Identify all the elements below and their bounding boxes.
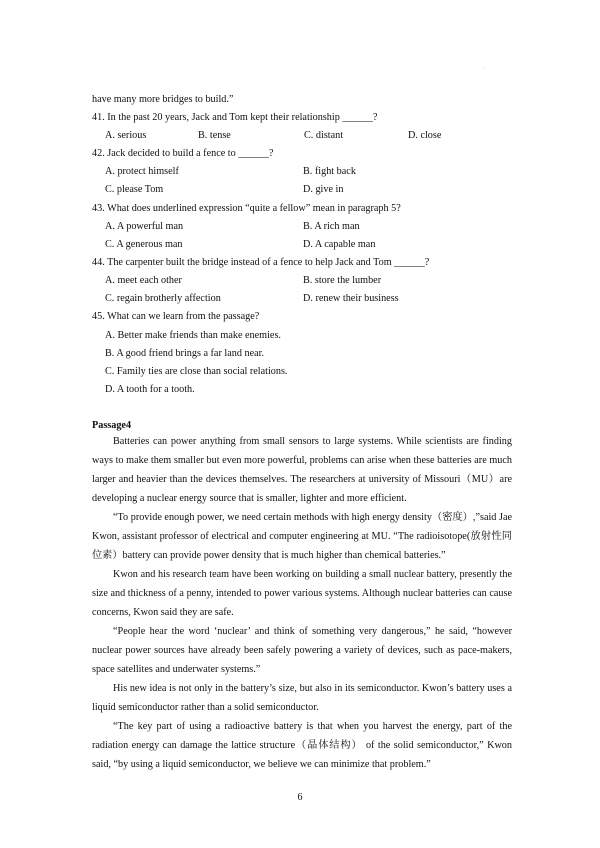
- corner-mark: .: [484, 64, 486, 70]
- question-44-option-d: D. renew their business: [303, 293, 399, 304]
- question-44-option-c: C. regain brotherly affection: [105, 293, 221, 304]
- question-45-option-c: C. Family ties are close than social relations.: [105, 366, 288, 377]
- paragraph-4: [92, 622, 512, 679]
- question-43-stem: 43. What does underlined expression “quite a fellow” mean in paragraph 5?: [92, 203, 401, 214]
- question-43-option-d: D. A capable man: [303, 239, 376, 250]
- question-41-option-d: D. close: [408, 130, 442, 141]
- question-42-stem: 42. Jack decided to build a fence to ______?: [92, 148, 274, 159]
- paragraph-3: [92, 565, 512, 622]
- question-44-option-b: B. store the lumber: [303, 275, 382, 286]
- question-42-option-a: A. protect himself: [105, 166, 179, 177]
- paragraph-5: [92, 679, 512, 717]
- paragraph-2-text: “To provide enough power, we need certain methods with high energy density（密度）,”said Jae Kwon, assistant professor of electrical and computer engineering at MU. “The radioisotope(放射性同位素）battery can provide power density that is much higher than chemical batteries.”: [92, 512, 512, 561]
- question-44-option-a: A. meet each other: [105, 275, 182, 286]
- question-43-option-c: C. A generous man: [105, 239, 183, 250]
- question-42-option-c: C. please Tom: [105, 184, 164, 195]
- question-45-option-a: A. Better make friends than make enemies.: [105, 330, 281, 341]
- question-42-option-b: B. fight back: [303, 166, 356, 177]
- continuation-line: have many more bridges to build.”: [92, 94, 234, 105]
- question-45-stem: 45. What can we learn from the passage?: [92, 311, 260, 322]
- paragraph-6-text: “The key part of using a radioactive battery is that when you harvest the energy, part of the radiation energy can damage the lattice structure（晶体结构） of the solid semiconductor,” Kwon said, “by using a liquid semiconductor, we believe we can minimize that problem.”: [92, 721, 512, 770]
- question-42-option-d: D. give in: [303, 184, 344, 195]
- question-43-option-a: A. A powerful man: [105, 221, 184, 232]
- question-45-option-b: B. A good friend brings a far land near.: [105, 348, 264, 359]
- passage-title: Passage4: [92, 420, 132, 431]
- paragraph-1: [92, 432, 512, 508]
- question-41-option-a: A. serious: [105, 130, 147, 141]
- question-43-option-b: B. A rich man: [303, 221, 360, 232]
- paragraph-1-text: Batteries can power anything from small sensors to large systems. While scientists are finding ways to make them smaller but even more powerful, problems can arise when these batteries are much larger and heavier than the devices themselves. The researchers at university of Missouri（MU）are developing a nuclear energy source that is smaller, lighter and more efficient.: [92, 436, 512, 504]
- question-44-stem: 44. The carpenter built the bridge instead of a fence to help Jack and Tom ______?: [92, 257, 430, 268]
- question-41-stem: 41. In the past 20 years, Jack and Tom kept their relationship ______?: [92, 112, 378, 123]
- paragraph-6: [92, 717, 512, 774]
- question-41-option-c: C. distant: [304, 130, 344, 141]
- question-41-option-b: B. tense: [198, 130, 231, 141]
- paragraph-2: [92, 508, 512, 565]
- paragraph-3-text: Kwon and his research team have been working on building a small nuclear battery, presently the size and thickness of a penny, intended to power various systems. Although nuclear batteries can cause concerns, Kwon said they are safe.: [92, 569, 512, 618]
- page-number: 6: [297, 792, 303, 803]
- paragraph-5-text: His new idea is not only in the battery’s size, but also in its semiconductor. Kwon’s battery uses a liquid semiconductor rather than a solid semiconductor.: [92, 683, 512, 713]
- paragraph-4-text: “People hear the word ‘nuclear’ and think of something very dangerous,” he said, “however nuclear power sources have already been safely powering a variety of devices, such as pace-makers, space satellites and underwater systems.”: [92, 626, 512, 675]
- question-45-option-d: D. A tooth for a tooth.: [105, 384, 195, 395]
